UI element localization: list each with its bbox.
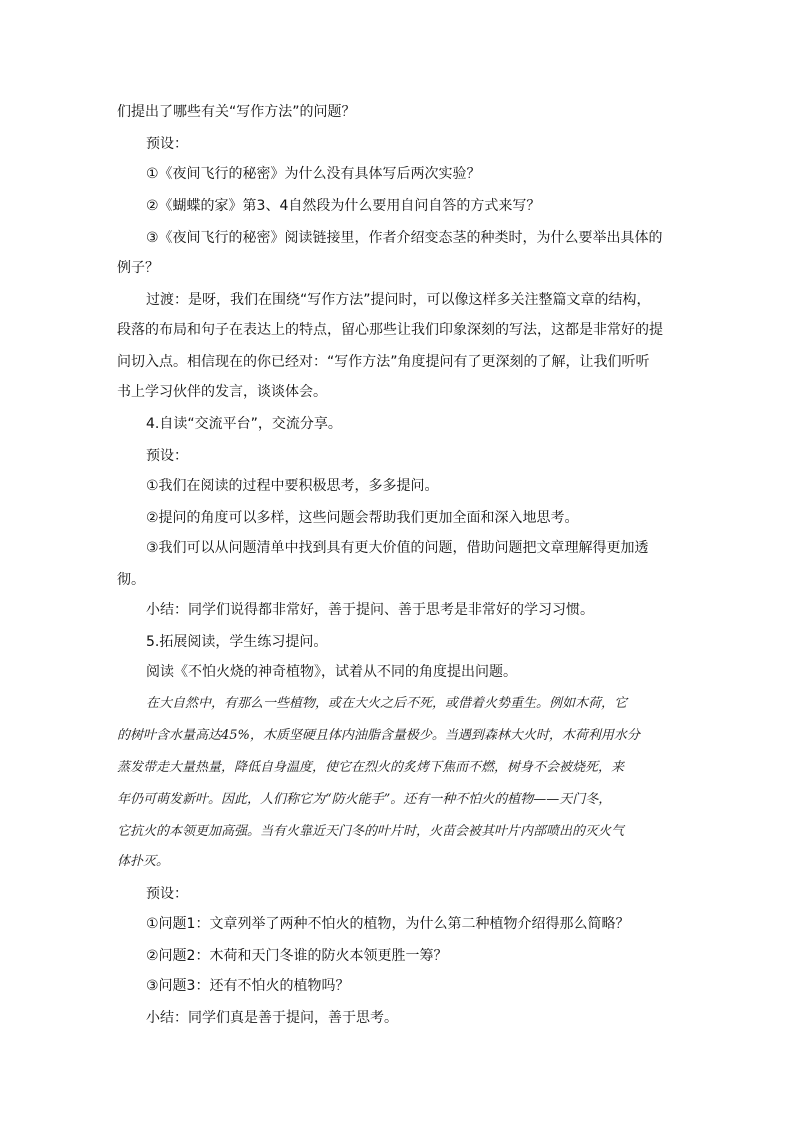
summary: 小结：同学们说得都非常好，善于提问、善于思考是非常好的学习习惯。 <box>146 602 594 618</box>
question-intro-end: 们提出了哪些有关“写作方法”的问题？ <box>117 104 356 120</box>
passage-line: 年仍可萌发新叶。因此，人们称它为“防火能手”。还有一种不怕火的植物——天门冬， <box>117 792 612 807</box>
summary: 小结：同学们真是善于提问，善于思考。 <box>146 1010 398 1026</box>
preset-label: 预设： <box>146 448 188 464</box>
transition-line: 书上学习伙伴的发言，谈谈体会。 <box>117 384 327 400</box>
preset-item-continuation: 彻。 <box>117 572 145 588</box>
reading-instruction: 阅读《不怕火烧的神奇植物》，试着从不同的角度提出问题。 <box>146 664 517 680</box>
preset-item-continuation: 例子？ <box>117 260 159 276</box>
preset-item: ②《蝴蝶的家》第3、4自然段为什么要用自问自答的方式来写？ <box>146 198 541 214</box>
passage-line: 在大自然中，有那么一些植物，或在大火之后不死，或借着火势重生。例如木荷，它 <box>146 696 628 711</box>
preset-item: ①我们在阅读的过程中要积极思考，多多提问。 <box>146 478 439 494</box>
transition-line: 过渡：是呀，我们在围绕“写作方法”提问时，可以像这样多关注整篇文章的结构， <box>146 292 651 308</box>
section-5-title: 5.拓展阅读，学生练习提问。 <box>146 634 328 650</box>
transition-line: 问切入点。相信现在的你已经对：“写作方法”角度提问有了更深刻的了解，让我们听听 <box>117 354 650 370</box>
preset-label: 预设： <box>146 136 188 152</box>
preset-item: ②提问的角度可以多样，这些问题会帮助我们更加全面和深入地思考。 <box>146 510 579 526</box>
preset-item: ③《夜间飞行的秘密》阅读链接里，作者介绍变态茎的种类时，为什么要举出具体的 <box>146 230 663 246</box>
question-item: ③问题3：还有不怕火的植物吗？ <box>146 978 350 994</box>
passage-line: 它抗火的本领更加高强。当有火靠近天门冬的叶片时，火苗会被其叶片内部喷出的灭火气 <box>117 824 625 839</box>
preset-item: ③我们可以从问题清单中找到具有更大价值的问题，借助问题把文章理解得更加透 <box>146 540 649 556</box>
passage-line: 蒸发带走大量热量，降低自身温度，使它在烈火的炙烤下焦而不燃，树身不会被烧死，来 <box>117 760 625 775</box>
passage-line: 体扑灭。 <box>117 854 170 869</box>
question-item: ②问题2：木荷和天门冬谁的防火本领更胜一筹？ <box>146 948 448 964</box>
section-4-title: 4.自读“交流平台”，交流分享。 <box>146 416 342 432</box>
transition-line: 段落的布局和句子在表达上的特点，留心那些让我们印象深刻的写法，这都是非常好的提 <box>117 322 663 338</box>
question-item: ①问题1：文章列举了两种不怕火的植物，为什么第二种植物介绍得那么简略？ <box>146 916 630 932</box>
passage-line: 的树叶含水量高达45%，木质坚硬且体内油脂含量极少。当遇到森林大火时，木荷利用水分 <box>117 728 640 743</box>
preset-item: ①《夜间飞行的秘密》为什么没有具体写后两次实验？ <box>146 166 481 182</box>
preset-label: 预设： <box>146 886 188 902</box>
